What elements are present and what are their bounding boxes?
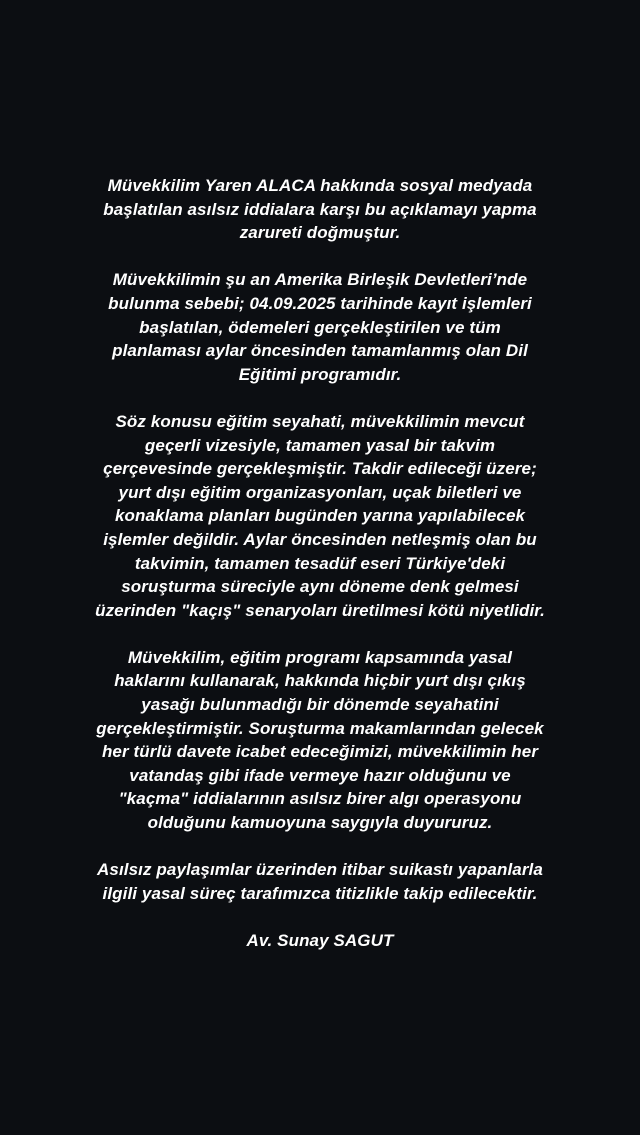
text-line: ilgili yasal süreç tarafımızca titizlikle takip edilecektir. [102, 883, 538, 903]
text-line: "kaçma" iddialarının asılsız birer algı operasyonu [118, 789, 522, 809]
text-line: takvimin, tamamen tesadüf eseri Türkiye'deki [134, 553, 506, 573]
text-line: Eğitimi programıdır. [238, 364, 402, 384]
text-line: Müvekkilim, eğitim programı kapsamında yasal [127, 647, 513, 667]
statement-paragraph [0, 174, 640, 245]
text-line: konaklama planları bugünden yarına yapılabilecek [114, 506, 526, 526]
text-line: bulunma sebebi; 04.09.2025 tarihinde kayıt işlemleri [108, 293, 532, 313]
text-line: yasağı bulunmadığı bir dönemde seyahatini [141, 695, 499, 715]
text-line: zarureti doğmuştur. [239, 223, 401, 243]
text-line: soruşturma süreciyle aynı döneme denk gelmesi [121, 577, 519, 597]
text-line: işlemler değildir. Aylar öncesinden netleşmiş olan bu [103, 529, 537, 549]
statement-paragraph [0, 268, 640, 386]
text-line: başlatılan, ödemeleri gerçekleştirilen ve tüm [139, 317, 501, 337]
text-line: çerçevesinde gerçekleşmiştir. Takdir edileceği üzere; [103, 459, 537, 479]
text-line: Müvekkilim Yaren ALACA hakkında sosyal medyada [107, 176, 533, 195]
statement-paragraph [0, 858, 640, 905]
text-line: geçerli vizesiyle, tamamen yasal bir takvim [144, 435, 496, 455]
text-line: planlaması aylar öncesinden tamamlanmış olan Dil [112, 341, 528, 361]
text-line: vatandaş gibi ifade vermeye hazır olduğunu ve [129, 765, 511, 785]
statement-paragraph [0, 410, 640, 622]
statement-text [0, 174, 640, 953]
text-line: her türlü davete icabet edeceğimizi, müvekkilimin her [101, 742, 539, 762]
text-line: yurt dışı eğitim organizasyonları, uçak biletleri ve [118, 482, 522, 502]
text-line: Müvekkilimin şu an Amerika Birleşik Devletleri’nde [112, 270, 528, 290]
signature: Av. Sunay SAGUT [246, 931, 394, 950]
text-line: olduğunu kamuoyuna saygıyla duyururuz. [147, 813, 493, 833]
text-line: haklarını kullanarak, hakkında hiçbir yurt dışı çıkış [114, 671, 526, 691]
text-line: Söz konusu eğitim seyahati, müvekkilimin mevcut [115, 411, 525, 431]
text-line: gerçekleştirmiştir. Soruşturma makamlarından gelecek [96, 718, 544, 738]
text-line: başlatılan asılsız iddialara karşı bu açıklamayı yapma [103, 199, 537, 219]
text-line: üzerinden "kaçış" senaryoları üretilmesi kötü niyetlidir. [95, 600, 545, 620]
text-line: Asılsız paylaşımlar üzerinden itibar suikastı yapanlarla [97, 860, 543, 880]
statement-paragraph [0, 646, 640, 835]
